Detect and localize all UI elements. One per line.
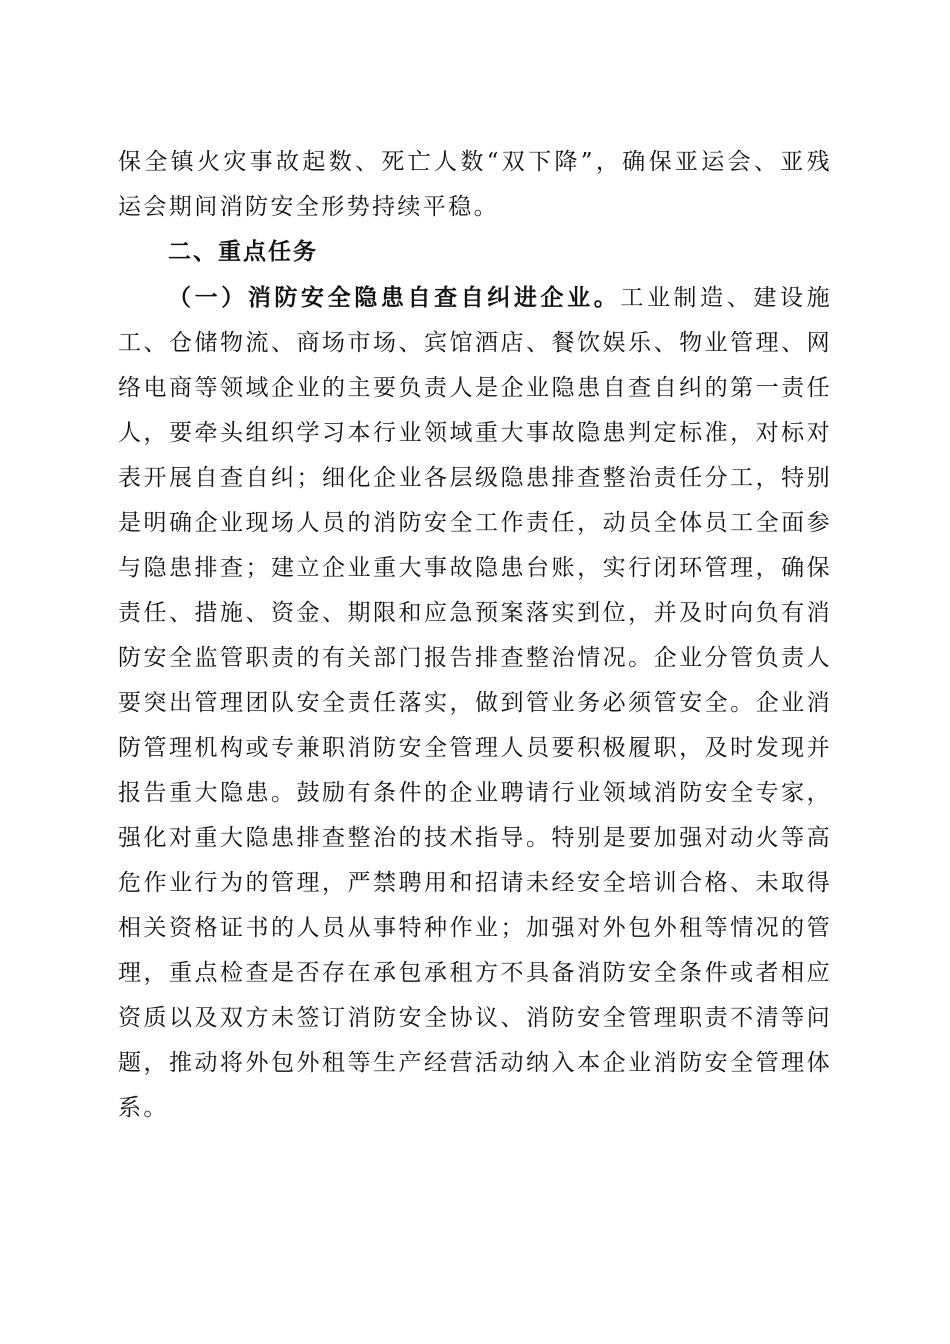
section-heading: 二、重点任务 [168,239,318,265]
document-body [118,140,832,1131]
task-lead: （一）消防安全隐患自查自纠进企业。 [168,284,621,311]
task-paragraph [118,275,832,1131]
task-body: 工业制造、建设施工、仓储物流、商场市场、宾馆酒店、餐饮娱乐、物业管理、网络电商等领域企业的主要负责人是企业隐患自查自纠的第一责任人，要牵头组织学习本行业领域重大事故隐患判定标准，对标对表开展自查自纠；细化企业各层级隐患排查整治责任分工，特别是明确企业现场人员的消防安全工作责任，动员全体员工全面参与隐患排查；建立企业重大事故隐患台账，实行闭环管理，确保责任、措施、资金、期限和应急预案落实到位，并及时向负有消防安全监管职责的有关部门报告排查整治情况。企业分管负责人要突出管理团队安全责任落实，做到管业务必须管安全。企业消防管理机构或专兼职消防安全管理人员要积极履职，及时发现并报告重大隐患。鼓励有条件的企业聘请行业领域消防安全专家，强化对重大隐患排查整治的技术指导。特别是要加强对动火等高危作业行为的管理，严禁聘用和招请未经安全培训合格、未取得相关资格证书的人员从事特种作业；加强对外包外租等情况的管理，重点检查是否存在承包承租方不具备消防安全条件或者相应资质以及双方未签订消防安全协议、消防安全管理职责不清等问题，推动将外包外租等生产经营活动纳入本企业消防安全管理体系。 [118,285,832,1121]
continuation-paragraph: 保全镇火灾事故起数、死亡人数“双下降”，确保亚运会、亚残运会期间消防安全形势持续平稳。 [118,149,832,220]
